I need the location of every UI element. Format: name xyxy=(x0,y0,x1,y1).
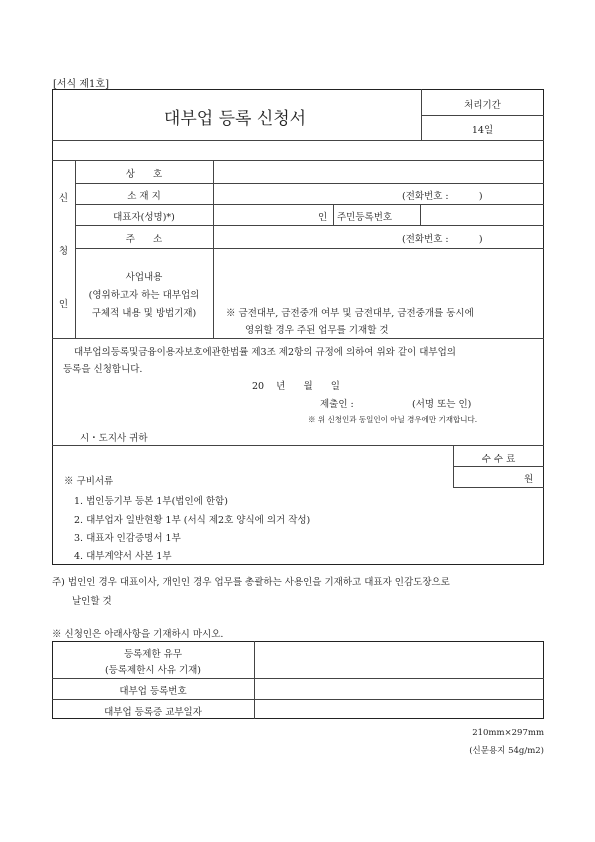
restriction-sublabel: (등록제한시 사유 기재) xyxy=(104,665,202,676)
business-label-2: (영위하고자 하는 대부업의 xyxy=(88,290,200,301)
form-title: 대부업 등록 신청서 xyxy=(163,109,307,129)
document-item-4: 4. 대부계약서 사본 1부 xyxy=(74,551,172,562)
signature-label: (서명 또는 인) xyxy=(412,399,472,410)
location-label: 소 재 지 xyxy=(127,191,161,202)
document-item-3: 3. 대표자 인감증명서 1부 xyxy=(74,533,181,544)
resident-number-label: 주민등록번호 xyxy=(337,212,393,223)
resident-number-field[interactable] xyxy=(421,205,543,224)
form-number: [서식 제1호] xyxy=(53,79,109,90)
trade-name-label: 상 호 xyxy=(125,169,163,180)
paper-type: (신문용지 54g/m2) xyxy=(469,746,544,756)
business-label-3: 구체적 내용 및 방법기재) xyxy=(91,308,197,319)
recipient: 시・도지사 귀하 xyxy=(80,433,148,444)
processing-period-value: 14일 xyxy=(471,125,494,136)
address-label: 주 소 xyxy=(125,234,163,245)
business-note-1: ※ 금전대부, 금전중개 여부 및 금전대부, 금전중개를 동시에 xyxy=(226,308,474,319)
fee-field[interactable] xyxy=(454,467,524,486)
applicant-label-2: 청 xyxy=(58,246,69,257)
address-phone: (전화번호 : ) xyxy=(402,234,483,245)
document-item-1: 1. 법인등기부 등본 1부(법인에 한함) xyxy=(74,496,228,507)
fee-label: 수 수 료 xyxy=(481,454,516,465)
applicant-label-1: 신 xyxy=(58,193,69,204)
fee-unit: 원 xyxy=(524,474,534,485)
seal-mark: 인 xyxy=(318,212,328,223)
business-label-1: 사업내용 xyxy=(125,272,163,283)
paper-size: 210mm×297mm xyxy=(472,728,544,738)
issue-date-field[interactable] xyxy=(255,700,543,718)
applicant-label-3: 인 xyxy=(58,299,69,310)
location-field[interactable] xyxy=(214,184,394,203)
footnote-line-2: 날인할 것 xyxy=(72,596,112,607)
documents-header: ※ 구비서류 xyxy=(64,476,114,487)
restriction-field[interactable] xyxy=(255,642,543,677)
restriction-label: 등록제한 유무 xyxy=(123,649,183,660)
business-note-2: 영위할 경우 주된 업무를 기재할 것 xyxy=(245,325,389,336)
issue-date-label: 대부업 등록증 교부일자 xyxy=(104,707,202,718)
address-field[interactable] xyxy=(214,226,394,247)
registration-number-label: 대부업 등록번호 xyxy=(119,686,187,697)
processing-period-label: 처리기간 xyxy=(464,100,501,111)
declaration-line-1: 대부업의등록및금융이용자보호에관한법률 제3조 제2항의 규정에 의하여 위와 같이 대부업의 xyxy=(74,347,456,358)
document-item-2: 2. 대부업자 일반현황 1부 (서식 제2호 양식에 의거 작성) xyxy=(74,515,311,526)
registration-number-field[interactable] xyxy=(255,679,543,698)
submitter-label: 제출인 : xyxy=(320,399,354,410)
representative-field[interactable] xyxy=(214,205,314,224)
location-phone: (전화번호 : ) xyxy=(402,191,483,202)
office-use-instruction: ※ 신청인은 아래사항을 기재하시 마시오. xyxy=(52,629,224,640)
submitter-field[interactable] xyxy=(362,393,406,408)
declaration-date: 20 년 월 일 xyxy=(252,381,340,392)
trade-name-field[interactable] xyxy=(214,161,543,182)
submitter-note: ※ 위 신청인과 동일인이 아닐 경우에만 기재합니다. xyxy=(308,415,478,424)
business-field[interactable] xyxy=(214,249,543,299)
footnote-line-1: 주) 법인인 경우 대표이사, 개인인 경우 업무를 총괄하는 사용인을 기재하고 대표자 인감도장으로 xyxy=(52,577,450,588)
declaration-line-2: 등록을 신청합니다. xyxy=(63,364,143,375)
representative-label: 대표자(성명)*) xyxy=(113,212,175,223)
